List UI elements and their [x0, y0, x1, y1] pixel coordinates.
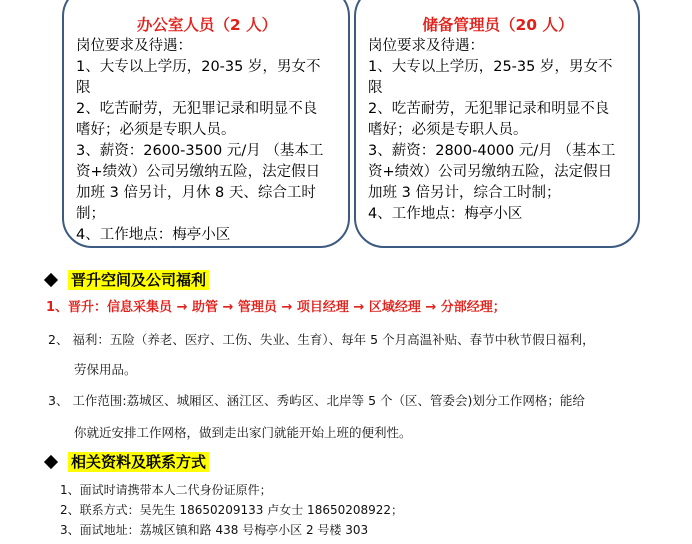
career-path: 1、晋升：信息采集员 → 助管 → 管理员 → 项目经理 → 区域经理 → 分部经理；	[46, 300, 506, 315]
welfare-text-cont: 劳保用品。	[74, 362, 137, 377]
section-title: 相关资料及联系方式	[68, 452, 209, 472]
diamond-bullet-icon	[44, 455, 58, 469]
job-line: 嗜好；必须是专职人员。	[76, 122, 236, 138]
contact-item: 3、面试地址：荔城区镇和路 438 号梅亭小区 2 号楼 303	[60, 523, 369, 537]
section-title: 晋升空间及公司福利	[68, 270, 209, 290]
job-line: 加班 3 倍另计，综合工时制；	[368, 185, 561, 201]
diamond-bullet-icon	[44, 273, 58, 287]
job-card-reserve-manager	[354, 0, 640, 248]
section-heading-contact	[42, 452, 209, 472]
job-line: 3、薪资：2800-4000 元/月 （基本工	[368, 143, 616, 159]
section-heading-promotion	[42, 270, 209, 290]
job-line: 限	[76, 80, 91, 96]
job-line: 岗位要求及待遇：	[76, 38, 192, 54]
job-title: 储备管理员（20 人）	[422, 16, 574, 34]
contact-item: 1、面试时请携带本人二代身份证原件；	[60, 483, 272, 497]
job-line: 资+绩效）公司另缴纳五险，法定假日	[76, 164, 321, 180]
job-line: 制；	[76, 206, 105, 222]
work-scope-text: 3、 工作范围:荔城区、城厢区、涵江区、秀屿区、北岸等 5 个（区、管委会)划分工作网格；能给	[48, 393, 585, 408]
job-line: 2、吃苦耐劳，无犯罪记录和明显不良	[76, 101, 318, 117]
job-line: 4、工作地点：梅亭小区	[76, 227, 231, 243]
job-line: 岗位要求及待遇：	[368, 38, 484, 54]
job-line: 限	[368, 80, 383, 96]
job-line: 资+绩效）公司另缴纳五险，法定假日	[368, 164, 613, 180]
welfare-text: 2、 福利：五险（养老、医疗、工伤、失业、生育）、每年 5 个月高温补贴、春节中秋节假日福利，	[48, 332, 595, 347]
job-title: 办公室人员（2 人）	[136, 16, 278, 34]
work-scope-text-cont: 你就近安排工作网格，做到走出家门就能开始上班的便利性。	[74, 425, 412, 440]
job-line: 加班 3 倍另计，月休 8 天、综合工时	[76, 185, 316, 201]
contact-item: 2、联系方式：吴先生 18650209133 卢女士 18650208922；	[60, 503, 404, 517]
job-line: 4、工作地点：梅亭小区	[368, 206, 523, 222]
job-line: 1、大专以上学历，25-35 岁，男女不	[368, 59, 613, 75]
job-line: 2、吃苦耐劳，无犯罪记录和明显不良	[368, 101, 610, 117]
job-line: 嗜好；必须是专职人员。	[368, 122, 528, 138]
job-card-office-staff	[62, 0, 350, 248]
job-line: 3、薪资：2600-3500 元/月 （基本工	[76, 143, 324, 159]
job-line: 1、大专以上学历，20-35 岁，男女不	[76, 59, 321, 75]
